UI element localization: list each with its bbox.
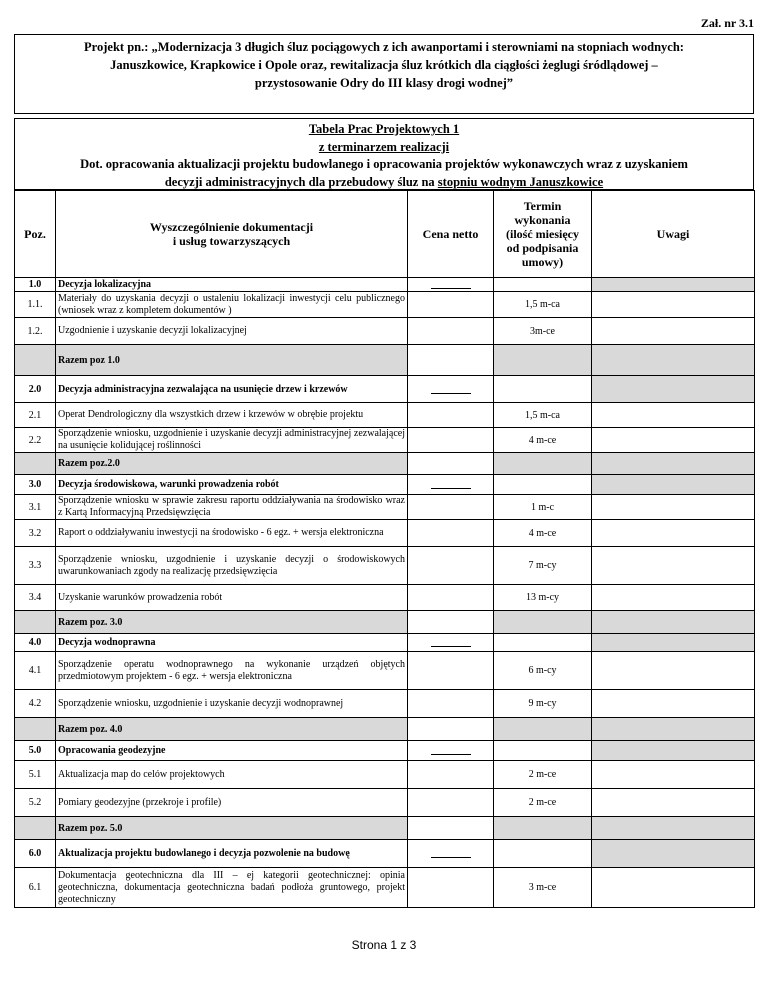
row-description: Aktualizacja map do celów projektowych [56, 761, 408, 789]
table-title-box [14, 118, 754, 190]
section-number: 2.0 [15, 376, 56, 403]
subtotal-notes [592, 345, 755, 376]
term-value: 9 m-cy [494, 690, 592, 718]
notes-cell [592, 376, 755, 403]
price-cell[interactable] [408, 868, 494, 908]
subtotal-row [15, 345, 755, 376]
header-term [494, 191, 592, 278]
subtotal-notes [592, 718, 755, 741]
term-value: 1,5 m-ca [494, 292, 592, 318]
term-value: 1,5 m-ca [494, 403, 592, 428]
subtotal-label: Razem poz.2.0 [56, 453, 408, 475]
header-description [56, 191, 408, 278]
header-term-line: od podpisania [506, 241, 579, 255]
subtotal-row [15, 817, 755, 840]
subtotal-row [15, 611, 755, 634]
design-works-table [14, 190, 755, 908]
price-blank-line [431, 849, 471, 858]
row-description: Sporządzenie wniosku w sprawie zakresu raportu oddziaływania na środowisko wraz z Kartą Informacyjną Przedsięwzięcia [56, 495, 408, 520]
row-description: Materiały do uzyskania decyzji o ustaleniu lokalizacji inwestycji celu publicznego (wniosek wraz z kompletem dokumentów ) [56, 292, 408, 318]
price-cell[interactable] [408, 585, 494, 611]
subtotal-price[interactable] [408, 611, 494, 634]
table-title: Tabela Prac Projektowych 1 [308, 122, 460, 136]
subtotal-row [15, 718, 755, 741]
table-scope-line: Dot. opracowania aktualizacji projektu budowlanego i opracowania projektów wykonawczych wraz z uzyskaniem [80, 157, 688, 171]
section-title: Aktualizacja projektu budowlanego i decyzja pozwolenie na budowę [56, 840, 408, 868]
subtotal-term [494, 817, 592, 840]
row-description: Raport o oddziaływaniu inwestycji na środowisko - 6 egz. + wersja elektroniczna [56, 520, 408, 547]
notes-cell[interactable] [592, 585, 755, 611]
table-scope-line [15, 174, 753, 192]
row-number: 5.2 [15, 789, 56, 817]
row-description: Sporządzenie operatu wodnoprawnego na wykonanie urządzeń objętych przedmiotowym projektem - 6 egz. + wersja elektroniczna [56, 652, 408, 690]
notes-cell[interactable] [592, 547, 755, 585]
subtotal-label: Razem poz. 5.0 [56, 817, 408, 840]
header-row [15, 191, 755, 278]
project-title-line: Projekt pn.: „Modernizacja 3 długich śluz pociągowych z ich awanportami i sterowniami na stopniach wodnych: [84, 40, 684, 54]
row-description: Sporządzenie wniosku, uzgodnienie i uzyskanie decyzji o środowiskowych uwarunkowaniach zgody na realizację przedsięwzięcia [56, 547, 408, 585]
notes-cell[interactable] [592, 868, 755, 908]
price-cell[interactable] [408, 428, 494, 453]
price-cell[interactable] [408, 634, 494, 652]
table-row [15, 403, 755, 428]
table-row [15, 868, 755, 908]
notes-cell [592, 741, 755, 761]
header-poz: Poz. [15, 191, 56, 278]
row-number: 3.1 [15, 495, 56, 520]
price-cell[interactable] [408, 403, 494, 428]
section-number: 6.0 [15, 840, 56, 868]
section-number: 5.0 [15, 741, 56, 761]
price-cell[interactable] [408, 292, 494, 318]
section-number: 1.0 [15, 278, 56, 292]
project-title-line: Januszkowice, Krapkowice i Opole oraz, rewitalizacja śluz krótkich dla ciągłości żeglugi śródlądowej – [110, 58, 658, 72]
section-row [15, 376, 755, 403]
row-description: Pomiary geodezyjne (przekroje i profile) [56, 789, 408, 817]
notes-cell[interactable] [592, 652, 755, 690]
table-row [15, 520, 755, 547]
row-number: 3.4 [15, 585, 56, 611]
subtotal-term [494, 345, 592, 376]
price-blank-line [431, 638, 471, 647]
row-number: 3.2 [15, 520, 56, 547]
notes-cell[interactable] [592, 318, 755, 345]
notes-cell[interactable] [592, 495, 755, 520]
term-cell [494, 278, 592, 292]
subtotal-price[interactable] [408, 817, 494, 840]
notes-cell[interactable] [592, 789, 755, 817]
header-term-line: Termin [523, 199, 562, 213]
table-row [15, 652, 755, 690]
term-value: 3 m-ce [494, 868, 592, 908]
subtotal-price[interactable] [408, 345, 494, 376]
table-row [15, 690, 755, 718]
row-number: 1.2. [15, 318, 56, 345]
notes-cell[interactable] [592, 428, 755, 453]
section-row [15, 634, 755, 652]
subtotal-spacer [15, 345, 56, 376]
page-number: Strona 1 z 3 [351, 938, 417, 952]
section-title: Opracowania geodezyjne [56, 741, 408, 761]
term-value: 4 m-ce [494, 520, 592, 547]
notes-cell [592, 475, 755, 495]
section-number: 3.0 [15, 475, 56, 495]
row-description: Sporządzenie wniosku, uzgodnienie i uzyskanie decyzji administracyjnej zezwalającej na usunięcie kolidującej roślinności [56, 428, 408, 453]
price-cell[interactable] [408, 475, 494, 495]
term-value: 1 m-c [494, 495, 592, 520]
header-term-line: wykonania [514, 213, 571, 227]
header-description-line: Wyszczególnienie dokumentacji [149, 220, 314, 234]
price-cell[interactable] [408, 761, 494, 789]
subtotal-spacer [15, 611, 56, 634]
row-number: 4.1 [15, 652, 56, 690]
row-description: Dokumentacja geotechniczna dla III – ej kategorii geotechnicznej: opinia geotechniczna, dokumentacja geotechniczna badań podłoża gruntowego, projekt geotechniczny [56, 868, 408, 908]
subtotal-label: Razem poz. 4.0 [56, 718, 408, 741]
subtotal-term [494, 453, 592, 475]
subtotal-notes [592, 453, 755, 475]
price-cell[interactable] [408, 741, 494, 761]
subtotal-price[interactable] [408, 718, 494, 741]
section-row [15, 278, 755, 292]
notes-cell [592, 840, 755, 868]
scope-text: decyzji administracyjnych dla przebudowy śluz na [164, 174, 435, 189]
price-cell[interactable] [408, 789, 494, 817]
section-title: Decyzja środowiskowa, warunki prowadzenia robót [56, 475, 408, 495]
price-blank-line [431, 480, 471, 489]
subtotal-spacer [15, 718, 56, 741]
price-cell[interactable] [408, 652, 494, 690]
term-value: 13 m-cy [494, 585, 592, 611]
header-notes: Uwagi [592, 191, 755, 278]
subtotal-spacer [15, 817, 56, 840]
term-value: 2 m-ce [494, 761, 592, 789]
row-description: Operat Dendrologiczny dla wszystkich drzew i krzewów w obrębie projektu [56, 403, 408, 428]
notes-cell [592, 278, 755, 292]
notes-cell [592, 634, 755, 652]
row-number: 6.1 [15, 868, 56, 908]
header-price: Cena netto [408, 191, 494, 278]
subtotal-term [494, 611, 592, 634]
price-blank-line [431, 385, 471, 394]
term-cell [494, 634, 592, 652]
term-cell [494, 475, 592, 495]
row-number: 2.1 [15, 403, 56, 428]
header-description-line: i usług towarzyszących [172, 234, 291, 248]
subtotal-row [15, 453, 755, 475]
notes-cell[interactable] [592, 403, 755, 428]
table-row [15, 495, 755, 520]
price-blank-line [431, 746, 471, 755]
table-row [15, 761, 755, 789]
price-cell[interactable] [408, 520, 494, 547]
section-title: Decyzja wodnoprawna [56, 634, 408, 652]
term-value: 6 m-cy [494, 652, 592, 690]
section-title: Decyzja administracyjna zezwalająca na usunięcie drzew i krzewów [56, 376, 408, 403]
row-description: Uzyskanie warunków prowadzenia robót [56, 585, 408, 611]
row-number: 2.2 [15, 428, 56, 453]
table-row [15, 318, 755, 345]
term-value: 7 m-cy [494, 547, 592, 585]
section-row [15, 840, 755, 868]
price-cell[interactable] [408, 840, 494, 868]
row-description: Uzgodnienie i uzyskanie decyzji lokalizacyjnej [56, 318, 408, 345]
project-title-line: przystosowanie Odry do III klasy drogi wodnej” [254, 76, 514, 90]
term-value: 3m-ce [494, 318, 592, 345]
price-cell[interactable] [408, 376, 494, 403]
subtotal-label: Razem poz 1.0 [56, 345, 408, 376]
notes-cell[interactable] [592, 761, 755, 789]
term-value: 4 m-ce [494, 428, 592, 453]
price-blank-line [431, 280, 471, 289]
subtotal-term [494, 718, 592, 741]
scope-location: stopniu wodnym Januszkowice [437, 174, 604, 189]
subtotal-label: Razem poz. 3.0 [56, 611, 408, 634]
table-subtitle: z terminarzem realizacji [318, 139, 450, 154]
price-cell[interactable] [408, 547, 494, 585]
table-row [15, 789, 755, 817]
notes-cell[interactable] [592, 292, 755, 318]
row-number: 4.2 [15, 690, 56, 718]
table-row [15, 547, 755, 585]
section-row [15, 741, 755, 761]
price-cell[interactable] [408, 318, 494, 345]
price-cell[interactable] [408, 690, 494, 718]
term-value: 2 m-ce [494, 789, 592, 817]
header-term-line: (ilość miesięcy [506, 227, 579, 241]
project-title-box [14, 34, 754, 114]
notes-cell[interactable] [592, 690, 755, 718]
row-number: 5.1 [15, 761, 56, 789]
term-cell [494, 376, 592, 403]
row-number: 1.1. [15, 292, 56, 318]
subtotal-price[interactable] [408, 453, 494, 475]
row-description: Sporządzenie wniosku, uzgodnienie i uzyskanie decyzji wodnoprawnej [56, 690, 408, 718]
price-cell[interactable] [408, 278, 494, 292]
table-row [15, 292, 755, 318]
section-number: 4.0 [15, 634, 56, 652]
table-row [15, 428, 755, 453]
subtotal-spacer [15, 453, 56, 475]
table-row [15, 585, 755, 611]
price-cell[interactable] [408, 495, 494, 520]
subtotal-notes [592, 817, 755, 840]
subtotal-notes [592, 611, 755, 634]
term-cell [494, 741, 592, 761]
section-title: Decyzja lokalizacyjna [56, 278, 408, 292]
notes-cell[interactable] [592, 520, 755, 547]
header-term-line: umowy) [521, 255, 564, 269]
section-row [15, 475, 755, 495]
term-cell [494, 840, 592, 868]
attachment-number: Zał. nr 3.1 [700, 16, 754, 30]
row-number: 3.3 [15, 547, 56, 585]
